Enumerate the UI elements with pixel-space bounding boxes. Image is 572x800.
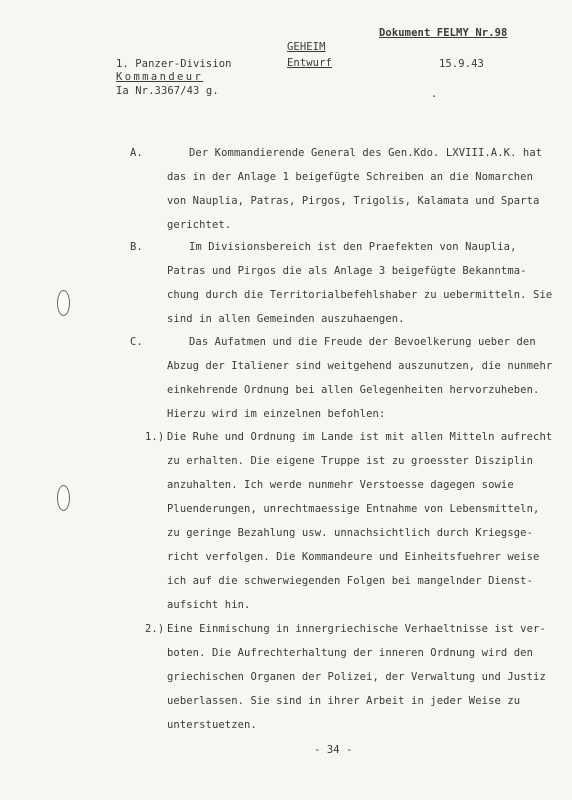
item-1-line: richt verfolgen. Die Kommandeure und Einheitsfuehrer weise	[167, 551, 540, 563]
section-a-line: das in der Anlage 1 beigefügte Schreiben an die Nomarchen	[167, 171, 534, 183]
section-a-label: A.	[130, 147, 143, 159]
section-c-line: Hierzu wird im einzelnen befohlen:	[167, 408, 386, 420]
section-c-line: Abzug der Italiener sind weitgehend auszunutzen, die nunmehr	[167, 360, 553, 372]
item-2-line: unterstuetzen.	[167, 719, 257, 731]
item-1-line: anzuhalten. Ich werde nunmehr Verstoesse dagegen sowie	[167, 479, 514, 491]
section-a-line: Der Kommandierende General des Gen.Kdo. LXVIII.A.K. hat	[189, 147, 543, 159]
punch-hole-top	[57, 290, 70, 316]
item-2-line: ueberlassen. Sie sind in ihrer Arbeit in jeder Weise zu	[167, 695, 521, 707]
item-1-line: zu erhalten. Die eigene Truppe ist zu groesster Disziplin	[167, 455, 534, 467]
section-a-line: gerichtet.	[167, 219, 232, 231]
section-c-line: einkehrende Ordnung bei allen Gelegenheiten hervorzuheben.	[167, 384, 540, 396]
item-1-line: aufsicht hin.	[167, 599, 251, 611]
reference-number: Ia Nr.3367/43 g.	[116, 85, 219, 97]
section-b-line: sind in allen Gemeinden auszuhaengen.	[167, 313, 405, 325]
item-2-line: Eine Einmischung in innergriechische Verhaeltnisse ist ver-	[167, 623, 546, 635]
item-2-number: 2.)	[145, 623, 165, 635]
section-b-line: Patras und Pirgos die als Anlage 3 beigefügte Bekanntma-	[167, 265, 527, 277]
section-b-line: Im Divisionsbereich ist den Praefekten von Nauplia,	[189, 241, 517, 253]
section-a-line: von Nauplia, Patras, Pirgos, Trigolis, Kalamata und Sparta	[167, 195, 540, 207]
item-2-line: boten. Die Aufrechterhaltung der inneren Ordnung wird den	[167, 647, 534, 659]
document-date: 15.9.43	[439, 58, 484, 70]
unit-name: 1. Panzer-Division	[116, 58, 232, 70]
item-1-line: Pluenderungen, unrechtmaessige Entnahme von Lebensmitteln,	[167, 503, 540, 515]
date-dots: .	[431, 88, 438, 100]
item-2-line: griechischen Organen der Polizei, der Verwaltung und Justiz	[167, 671, 546, 683]
document-reference: Dokument FELMY Nr.98	[379, 27, 508, 39]
classification-stamp: GEHEIM	[287, 41, 326, 53]
unit-commander: Kommandeur	[116, 71, 204, 83]
section-b-label: B.	[130, 241, 143, 253]
item-1-line: Die Ruhe und Ordnung im Lande ist mit allen Mitteln aufrecht	[167, 431, 553, 443]
item-1-line: zu geringe Bezahlung usw. unnachsichtlich durch Kriegsge-	[167, 527, 534, 539]
section-c-label: C.	[130, 336, 143, 348]
item-1-line: ich auf die schwerwiegenden Folgen bei mangelnder Dienst-	[167, 575, 534, 587]
punch-hole-bottom	[57, 485, 70, 511]
section-c-line: Das Aufatmen und die Freude der Bevoelkerung ueber den	[189, 336, 536, 348]
item-1-number: 1.)	[145, 431, 165, 443]
section-b-line: chung durch die Territorialbefehlshaber zu uebermitteln. Sie	[167, 289, 553, 301]
page-number: - 34 -	[314, 744, 353, 756]
draft-label: Entwurf	[287, 57, 332, 69]
